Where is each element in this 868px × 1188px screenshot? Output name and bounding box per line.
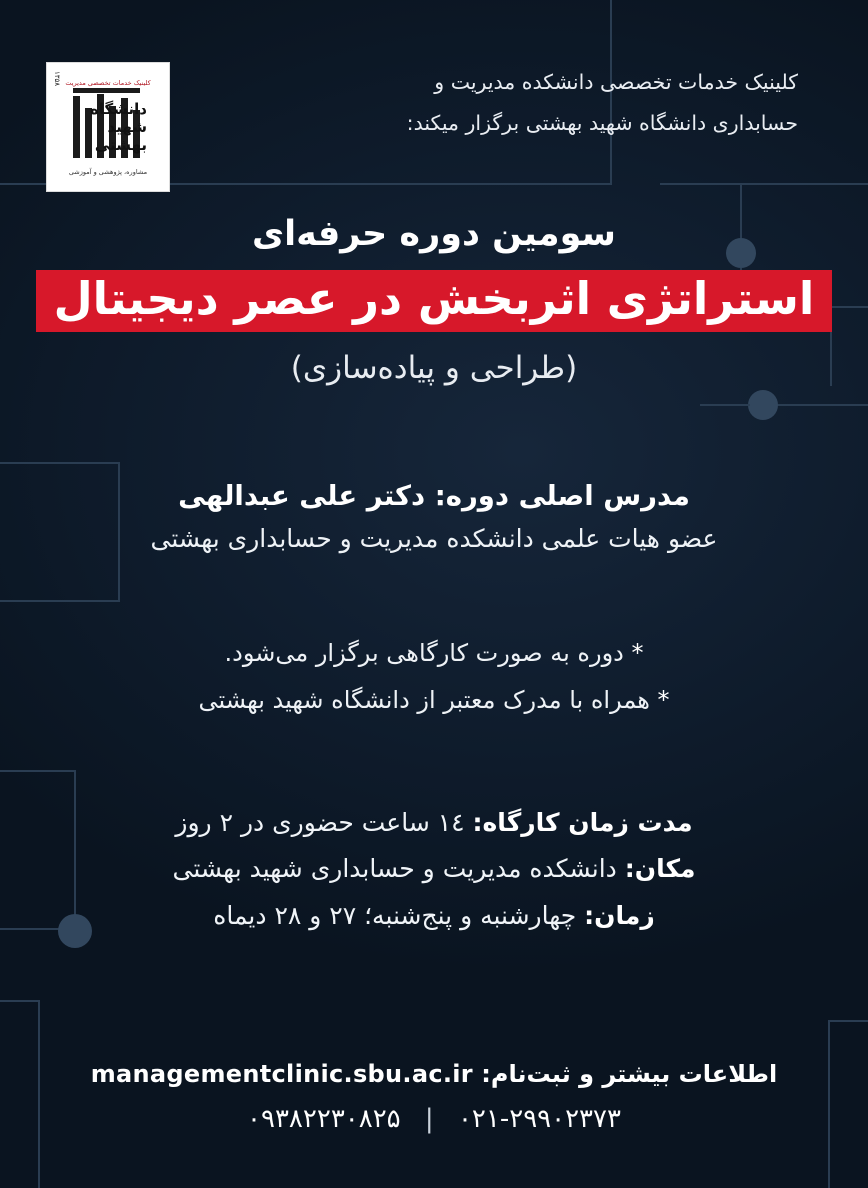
decor-line-18 [828,1020,830,1188]
website-link[interactable]: managementclinic.sbu.ac.ir [90,1060,473,1088]
detail-row-duration [46,800,822,846]
decor-line-12 [0,600,120,602]
title-block [0,214,868,386]
logo-top-caption: کلینیک خدمات تخصصی مدیریت [65,78,151,87]
title-pre: سومین دوره حرفه‌ای [252,214,616,254]
decor-line-17 [38,1000,40,1188]
details-block [46,800,822,939]
university-logo [46,62,170,192]
detail-value: ۱٤ ساعت حضوری در ۲ روز [175,808,465,837]
bullet-list [46,630,822,724]
phone-separator: | [424,1104,434,1134]
decor-line-10 [0,462,120,464]
detail-value: چهارشنبه و پنج‌شنبه؛ ۲۷ و ۲۸ دیماه [213,900,577,930]
bullet-marker: * [631,639,644,667]
bullet-marker: * [657,685,670,714]
phone-number-1[interactable]: ۰۹۳۸۲۲۳۰۸۲۵ [247,1104,401,1134]
decor-line-9 [700,404,750,406]
bullet-text: همراه با مدرک معتبر از دانشگاه شهید بهشتی [198,685,650,714]
logo-side-text: ۱۳۵۸ [53,71,61,87]
logo-mark-text: دانشگاه شهید بهشتی [90,99,147,154]
intro-text [407,62,798,144]
footer-cta-row [46,1060,822,1088]
decor-line-13 [0,770,76,772]
decor-line-19 [828,1020,868,1022]
title-subtitle: (طراحی و پیاده‌سازی) [290,349,578,386]
detail-value: دانشکده مدیریت و حسابداری شهید بهشتی [172,854,617,884]
phone-number-2[interactable]: ۰۲۱-۲۹۹۰۲۳۷۳ [457,1104,621,1134]
intro-line-2: حسابداری دانشگاه شهید بهشتی برگزار میکند: [406,111,798,135]
instructor-affiliation: عضو هیات علمی دانشکده مدیریت و حسابداری بهشتی [150,524,718,553]
footer-block [46,1060,822,1134]
decor-line-8 [776,404,868,406]
detail-label: مکان: [624,854,696,884]
intro-line-1: کلینیک خدمات تخصصی دانشکده مدیریت و [434,70,798,94]
detail-label: زمان: [584,900,655,930]
logo-bottom-caption: مشاوره، پژوهشی و آموزشی [68,167,148,176]
footer-cta-label: اطلاعات بیشتر و ثبت‌نام: [481,1060,778,1088]
instructor-name: مدرس اصلی دوره: دکتر علی عبدالهی [178,480,690,512]
logo-mark-icon [69,88,147,166]
title-highlight: استراتژی اثربخش در عصر دیجیتال [36,270,833,332]
bullet-text: دوره به صورت کارگاهی برگزار می‌شود. [224,639,624,667]
decor-line-16 [0,1000,40,1002]
instructor-block [46,480,822,553]
detail-row-location [46,846,822,892]
decor-node-2 [748,390,778,420]
detail-row-date [46,893,822,939]
list-item [46,630,822,677]
list-item [46,677,822,724]
footer-phone-row [46,1104,822,1134]
title-highlight-wrap [0,270,868,332]
detail-label: مدت زمان کارگاه: [472,808,693,837]
header-row [46,62,822,192]
